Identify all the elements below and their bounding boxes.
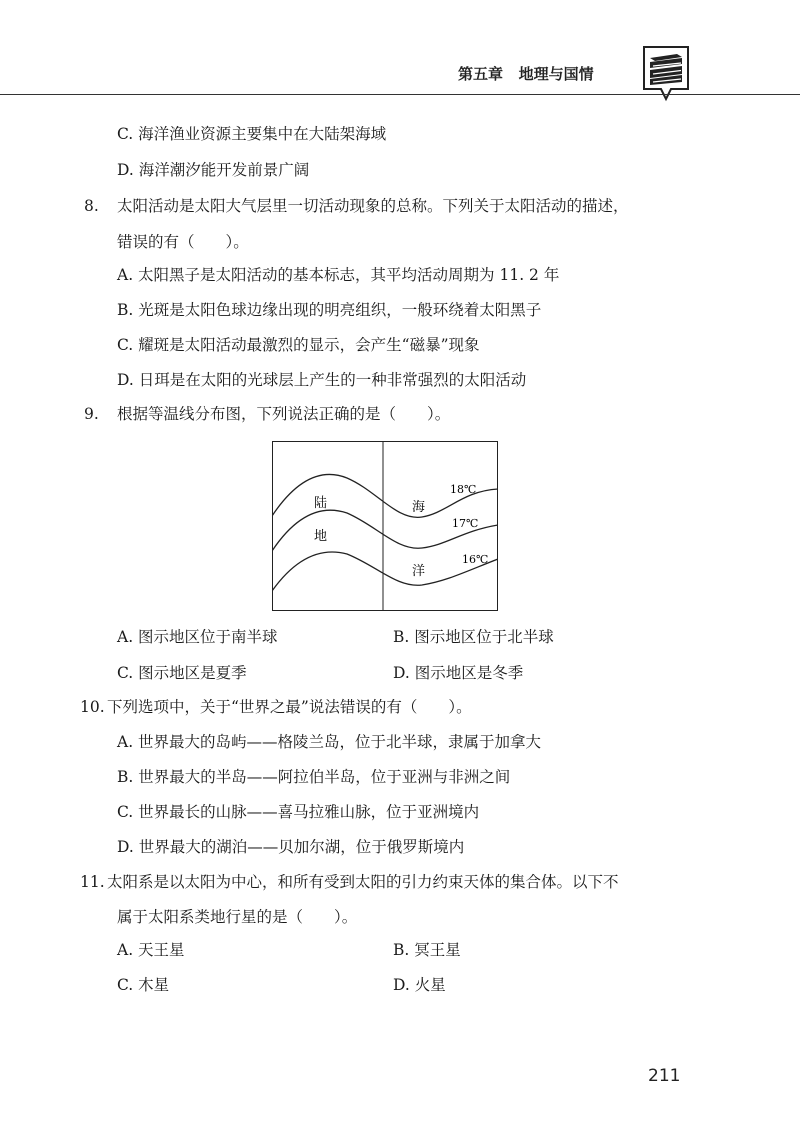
question-number: 11. (80, 873, 105, 891)
question-stem: 下列选项中，关于“世界之最”说法错误的有（ ）。 (107, 698, 472, 716)
option-text: D. 日珥是在太阳的光球层上产生的一种非常强烈的太阳活动 (117, 371, 527, 389)
isotherm-label: 18℃ (450, 483, 477, 496)
option-text: A. 太阳黑子是太阳活动的基本标志，其平均活动周期为 11. 2 年 (117, 266, 560, 284)
sea-char: 海 (412, 500, 426, 515)
isotherm-label: 16℃ (462, 553, 489, 566)
question-stem: 错误的有（ ）。 (117, 233, 249, 251)
isotherm-label: 17℃ (452, 517, 479, 530)
option-text: D. 图示地区是冬季 (393, 664, 524, 682)
question-stem: 属于太阳系类地行星的是（ ）。 (117, 908, 358, 926)
option-text: B. 图示地区位于北半球 (393, 628, 554, 646)
question-stem: 太阳系是以太阳为中心，和所有受到太阳的引力约束天体的集合体。以下不 (107, 873, 619, 891)
option-text: B. 光斑是太阳色球边缘出现的明亮组织，一般环绕着太阳黑子 (117, 301, 542, 319)
option-text: A. 天王星 (117, 941, 185, 959)
book-stack-icon (641, 44, 691, 106)
option-text: D. 海洋潮汐能开发前景广阔 (117, 161, 310, 179)
header-rule (0, 94, 800, 95)
land-char: 地 (314, 529, 328, 544)
question-number: 10. (80, 698, 105, 716)
isotherm-diagram (272, 441, 498, 611)
question-number: 8. (84, 197, 99, 215)
option-text: C. 世界最长的山脉——喜马拉雅山脉，位于亚洲境内 (117, 803, 480, 821)
option-text: D. 火星 (393, 976, 446, 994)
option-text: B. 冥王星 (393, 941, 461, 959)
question-number: 9. (84, 405, 99, 423)
option-text: D. 世界最大的湖泊——贝加尔湖，位于俄罗斯境内 (117, 838, 465, 856)
chapter-title: 第五章 地理与国情 (458, 65, 594, 83)
option-text: C. 木星 (117, 976, 170, 994)
land-char: 陆 (314, 496, 328, 511)
option-text: C. 耀斑是太阳活动最激烈的显示，会产生“磁暴”现象 (117, 336, 480, 354)
option-text: C. 海洋渔业资源主要集中在大陆架海域 (117, 125, 387, 143)
option-text: B. 世界最大的半岛——阿拉伯半岛，位于亚洲与非洲之间 (117, 768, 511, 786)
option-text: C. 图示地区是夏季 (117, 664, 247, 682)
page-number: 211 (648, 1066, 681, 1086)
option-text: A. 图示地区位于南半球 (117, 628, 278, 646)
option-text: A. 世界最大的岛屿——格陵兰岛，位于北半球，隶属于加拿大 (117, 733, 542, 751)
sea-char: 洋 (412, 564, 426, 579)
question-stem: 太阳活动是太阳大气层里一切活动现象的总称。下列关于太阳活动的描述， (117, 197, 629, 215)
question-stem: 根据等温线分布图，下列说法正确的是（ ）。 (117, 405, 451, 423)
